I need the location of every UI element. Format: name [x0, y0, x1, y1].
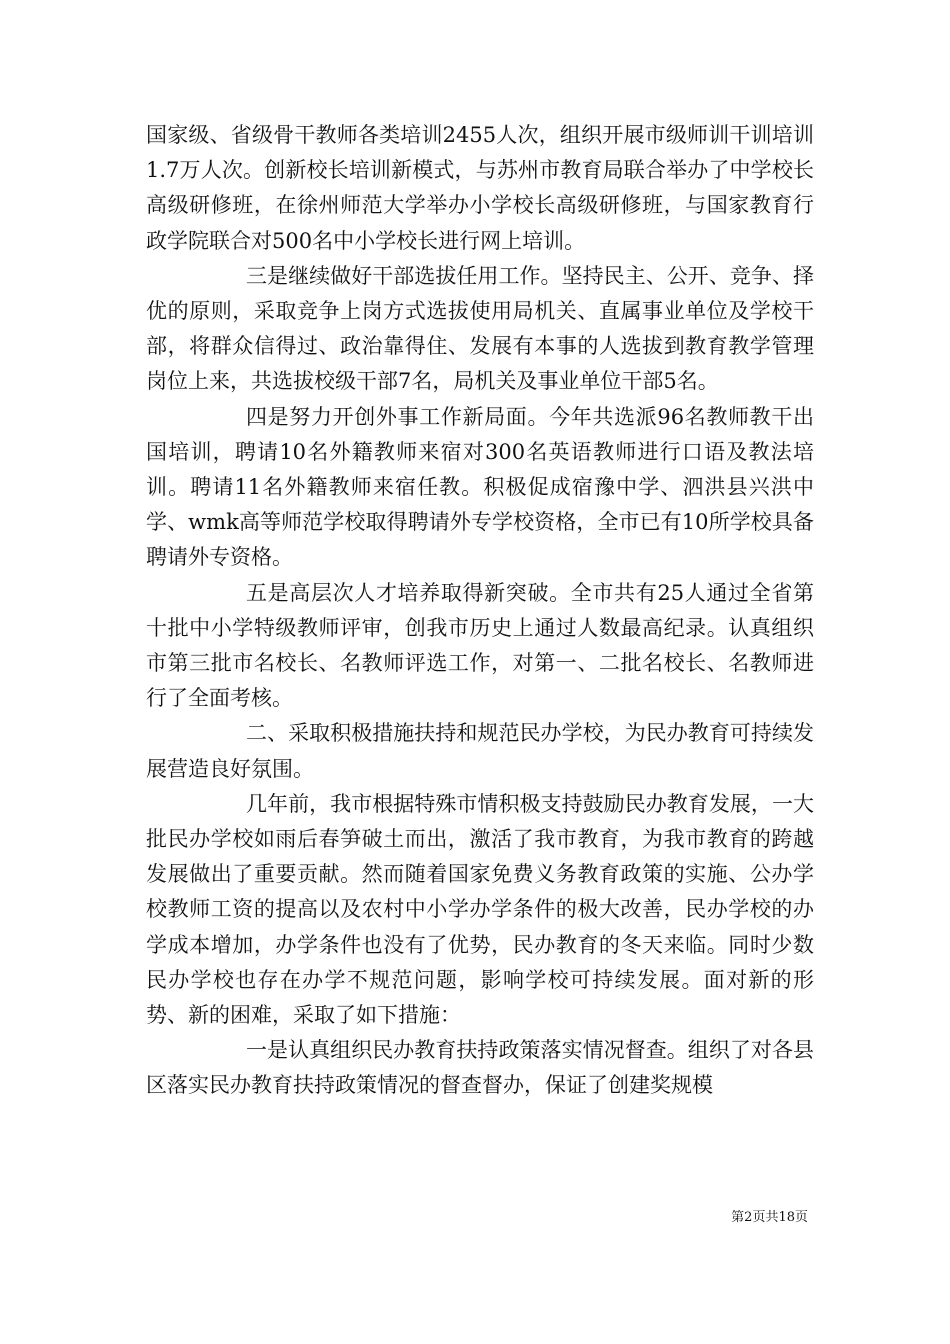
paragraph-1: 国家级、省级骨干教师各类培训2455人次，组织开展市级师训干训培训1.7万人次。创新校长培训新模式，与苏州市教育局联合举办了中学校长高级研修班，在徐州师范大学举办小学校长高级研修班，与国家教育行政学院联合对500名中小学校长进行网上培训。 — [146, 123, 814, 253]
page-number: 第2页共18页 — [731, 1210, 808, 1225]
section-heading: 二、采取积极措施扶持和规范民办学校，为民办教育可持续发展营造良好氛围。 — [146, 721, 814, 781]
paragraph-5: 几年前，我市根据特殊市情积极支持鼓励民办教育发展，一大批民办学校如雨后春笋破土而出，激活了我市教育，为我市教育的跨越发展做出了重要贡献。然而随着国家免费义务教育政策的实施、公办学校教师工资的提高以及农村中小学办学条件的极大改善，民办学校的办学成本增加，办学条件也没有了优势，民办教育的冬天来临。同时少数民办学校也存在办学不规范问题，影响学校可持续发展。面对新的形势、新的困难，采取了如下措施： — [146, 791, 814, 1028]
paragraph-6: 一是认真组织民办教育扶持政策落实情况督查。组织了对各县区落实民办教育扶持政策情况的督查督办，保证了创建奖规模 — [146, 1038, 814, 1098]
paragraph-4: 五是高层次人才培养取得新突破。全市共有25人通过全省第十批中小学特级教师评审，创我市历史上通过人数最高纪录。认真组织市第三批市名校长、名教师评选工作，对第一、二批名校长、名教师进行了全面考核。 — [146, 580, 814, 711]
paragraph-2: 三是继续做好干部选拔任用工作。坚持民主、公开、竞争、择优的原则，采取竞争上岗方式选拔使用局机关、直属事业单位及学校干部，将群众信得过、政治靠得住、发展有本事的人选拔到教育教学管理岗位上来，共选拔校级干部7名，局机关及事业单位干部5名。 — [146, 263, 814, 394]
paragraph-3: 四是努力开创外事工作新局面。今年共选派96名教师教干出国培训，聘请10名外籍教师来宿对300名英语教师进行口语及教法培训。聘请11名外籍教师来宿任教。积极促成宿豫中学、泗洪县兴洪中学、wmk高等师范学校取得聘请外专学校资格，全市已有10所学校具备聘请外专资格。 — [146, 404, 814, 570]
document-body — [146, 118, 814, 1104]
